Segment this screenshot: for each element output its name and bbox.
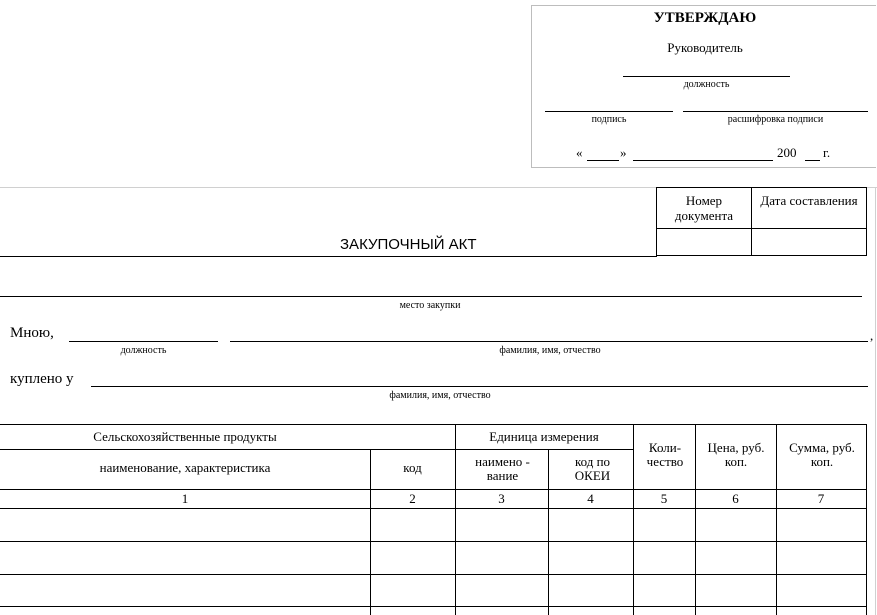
right-edge-line	[875, 187, 876, 615]
year-prefix: 200	[777, 145, 797, 160]
date-open-quote: «	[576, 145, 583, 160]
table-row[interactable]	[0, 575, 866, 606]
table-top-line	[0, 424, 867, 425]
col-number-2: 2	[409, 491, 416, 506]
comma: ,	[870, 328, 874, 343]
group-units-header: Единица измерения	[489, 429, 599, 444]
col-okei-header: код по ОКЕИ	[574, 454, 611, 483]
by-me-fio-caption: фамилия, имя, отчество	[499, 345, 601, 356]
col-number-4: 4	[587, 491, 594, 506]
by-me-fio-field[interactable]	[230, 341, 868, 342]
table-row[interactable]	[0, 542, 866, 574]
date-month-line	[633, 160, 773, 161]
doc-title: ЗАКУПОЧНЫЙ АКТ	[340, 236, 477, 253]
col-code-header: код	[403, 460, 422, 475]
col-number-7: 7	[817, 491, 825, 506]
year-suffix: г.	[823, 145, 831, 160]
table-col-line	[866, 424, 867, 615]
col-sum-header: Сумма, руб. коп.	[789, 440, 855, 469]
col-qty-header: Коли- чество	[646, 440, 684, 469]
col-number-6: 6	[732, 491, 739, 506]
date-close-quote: »	[620, 145, 627, 160]
bought-from-label: куплено у	[10, 371, 74, 387]
by-me-label: Мною,	[10, 325, 54, 341]
doc-number-value[interactable]	[656, 228, 752, 256]
table-row[interactable]	[0, 509, 866, 541]
date-value[interactable]	[751, 228, 867, 256]
year-line	[805, 160, 820, 161]
group-products-header: Сельскохозяйственные продукты	[93, 429, 277, 444]
signature-decode-line	[683, 111, 868, 112]
col-number-5: 5	[660, 491, 668, 506]
signature-line	[545, 111, 673, 112]
date-label: Дата составления	[760, 193, 858, 208]
table-row[interactable]	[0, 607, 866, 615]
approval-role: Руководитель	[667, 40, 743, 55]
doc-number-label: Номер документа	[674, 193, 734, 223]
doc-number-header	[656, 187, 752, 229]
position-caption: должность	[683, 79, 730, 90]
signature-decode-caption: расшифровка подписи	[727, 114, 824, 125]
bought-from-caption: фамилия, имя, отчество	[389, 390, 491, 401]
place-field[interactable]	[0, 296, 862, 297]
table-subheader-line	[0, 449, 633, 450]
approval-title: УТВЕРЖДАЮ	[653, 10, 757, 26]
title-underline	[0, 256, 657, 257]
by-me-position-field[interactable]	[69, 341, 218, 342]
signature-caption: подпись	[591, 114, 627, 125]
date-day-line	[587, 160, 619, 161]
col-number-1: 1	[181, 491, 189, 506]
place-caption: место закупки	[399, 300, 461, 311]
table-header-bottom	[0, 489, 867, 490]
date-header	[751, 187, 867, 229]
col-price-header: Цена, руб. коп.	[707, 440, 765, 469]
position-line	[623, 76, 790, 77]
bought-from-field[interactable]	[91, 386, 868, 387]
col-name-header: наименование, характеристика	[99, 460, 271, 475]
col-unit-name-header: наимено - вание	[475, 454, 530, 483]
col-number-3: 3	[498, 491, 505, 506]
by-me-position-caption: должность	[120, 345, 167, 356]
